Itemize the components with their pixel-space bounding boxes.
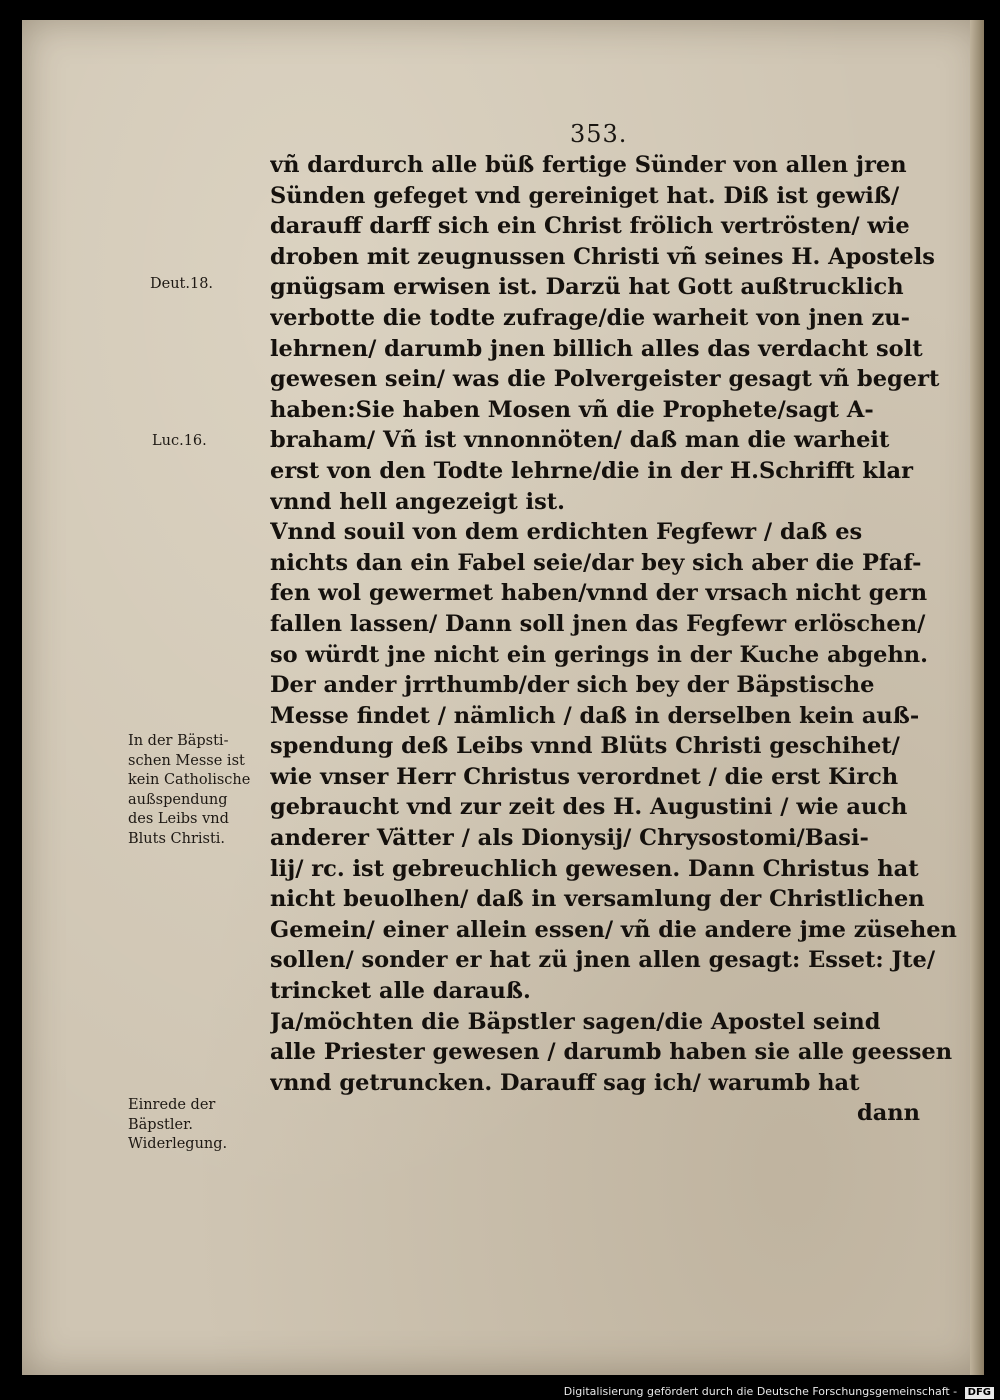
text-line: droben mit zeugnussen Christi vñ seines H. Apostels bbox=[270, 243, 935, 270]
margin-note-line: Bluts Christi. bbox=[128, 830, 226, 847]
margin-note-line: schen Messe ist bbox=[128, 752, 245, 769]
catchword: dann bbox=[856, 1100, 920, 1127]
margin-note-line: außspendung bbox=[128, 791, 228, 808]
text-line: verbotte die todte zufrage/die warheit von jnen zu- bbox=[270, 304, 910, 331]
margin-note-line: Bäpstler. bbox=[128, 1116, 194, 1133]
dfg-logo: DFG bbox=[965, 1387, 994, 1399]
text-line: gewesen sein/ was die Polvergeister gesagt vñ begert bbox=[270, 366, 940, 393]
text-line: vnnd getruncken. Darauff sag ich/ warumb hat bbox=[270, 1069, 860, 1096]
text-line: Gemein/ einer allein essen/ vñ die andere jme züsehen bbox=[270, 916, 957, 943]
page-number: 353. bbox=[570, 120, 628, 148]
margin-note-line: In der Bäpsti- bbox=[128, 733, 229, 749]
margin-note-einrede bbox=[128, 1096, 227, 1155]
text-line: Ja/möchten die Bäpstler sagen/die Apostel seind bbox=[270, 1008, 881, 1035]
text-line: lehrnen/ darumb jnen billich alles das verdacht solt bbox=[270, 335, 923, 362]
text-line: alle Priester gewesen / darumb haben sie alle geessen bbox=[270, 1039, 953, 1066]
text-line: Der ander jrrthumb/der sich bey der Bäpstische bbox=[270, 672, 875, 699]
text-line: wie vnser Herr Christus verordnet / die erst Kirch bbox=[270, 763, 899, 790]
text-line: gnügsam erwisen ist. Darzü hat Gott außtrucklich bbox=[270, 274, 904, 301]
text-line: fen wol gewermet haben/vnnd der vrsach nicht gern bbox=[270, 580, 928, 607]
text-line: vñ dardurch alle büß fertige Sünder von allen jren bbox=[270, 152, 907, 178]
text-line: vnnd hell angezeigt ist. bbox=[270, 488, 565, 515]
text-line: lij/ rc. ist gebreuchlich gewesen. Dann Christus hat bbox=[270, 855, 919, 882]
text-line: Messe findet / nämlich / daß in derselben kein auß- bbox=[270, 702, 920, 729]
footer-credit-text: Digitalisierung gefördert durch die Deutsche Forschungsgemeinschaft - bbox=[563, 1385, 958, 1398]
text-line: gebraucht vnd zur zeit des H. Augustini / wie auch bbox=[270, 794, 908, 821]
text-line: Vnnd souil von dem erdichten Fegfewr / daß es bbox=[270, 519, 863, 546]
text-line: spendung deß Leibs vnnd Blüts Christi geschihet/ bbox=[270, 733, 900, 760]
text-line: erst von den Todte lehrne/die in der H.Schrifft klar bbox=[270, 457, 913, 484]
text-line: nicht beuolhen/ daß in versamlung der Christlichen bbox=[270, 886, 925, 913]
margin-note-messe bbox=[128, 732, 250, 849]
margin-note-line: kein Catholische bbox=[128, 772, 251, 788]
main-text-block bbox=[270, 150, 960, 1129]
text-line: nichts dan ein Fabel seie/dar bey sich aber die Pfaf- bbox=[270, 549, 922, 576]
margin-note-line: Widerlegung. bbox=[128, 1136, 228, 1152]
text-line: so würdt jne nicht ein gerings in der Kuche abgehn. bbox=[270, 641, 928, 668]
page-edge bbox=[970, 20, 984, 1375]
text-line: fallen lassen/ Dann soll jnen das Fegfewr erlöschen/ bbox=[270, 610, 926, 637]
text-line: anderer Vätter / als Dionysij/ Chrysostomi/Basi- bbox=[270, 825, 869, 852]
text-line: Sünden gefeget vnd gereiniget hat. Diß ist gewiß/ bbox=[270, 182, 900, 209]
margin-note-luc: Luc.16. bbox=[152, 433, 207, 449]
text-line: trincket alle darauß. bbox=[270, 978, 531, 1005]
margin-note-deut: Deut.18. bbox=[150, 276, 214, 292]
text-line: haben:Sie haben Mosen vñ die Prophete/sagt A- bbox=[270, 396, 874, 423]
footer-credit bbox=[564, 1384, 994, 1400]
text-line: braham/ Vñ ist vnnonnöten/ daß man die warheit bbox=[270, 427, 890, 454]
text-line: sollen/ sonder er hat zü jnen allen gesagt: Esset: Jte/ bbox=[270, 947, 936, 974]
text-line: darauff darff sich ein Christ frölich vertrösten/ wie bbox=[270, 213, 910, 240]
margin-note-line: des Leibs vnd bbox=[128, 811, 229, 827]
margin-note-line: Einrede der bbox=[128, 1097, 216, 1113]
